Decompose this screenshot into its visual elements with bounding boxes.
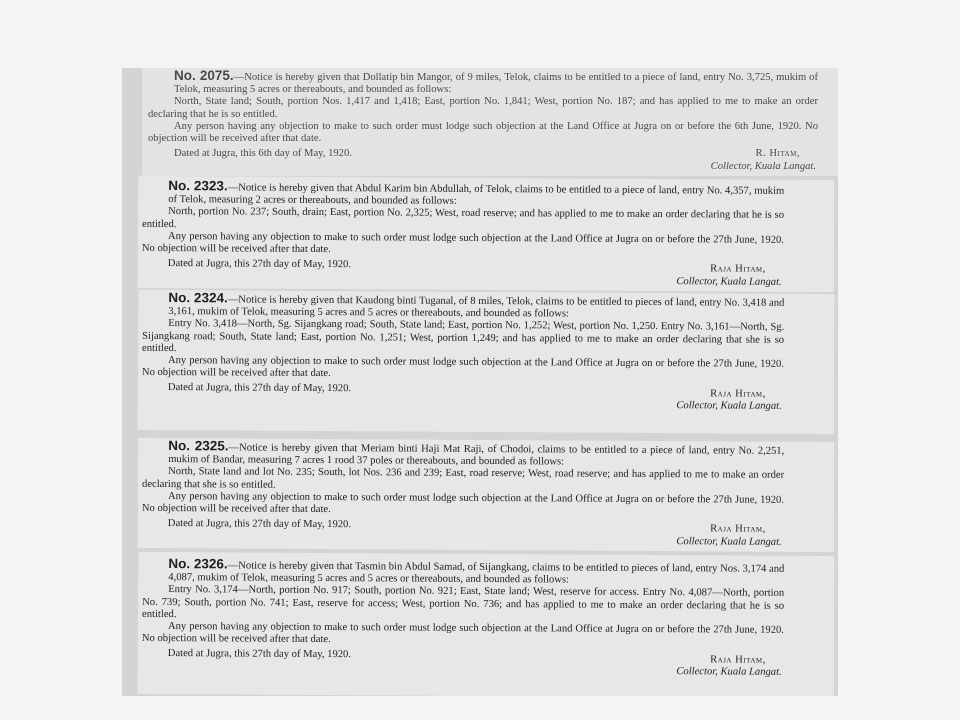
notice-signatory: Raja Hitam, xyxy=(710,523,766,536)
notice-objection: Any person having any objection to make to such order must lodge such objection at the Land Office at Jugra on or before the 27th June, 1920. No objection will be received after that date. xyxy=(141,355,785,380)
notice-boundaries: Entry No. 3,174—North, portion No. 917; South, portion No. 921; East, State land; West, reserve for access. Entry No. 4,087—North, portion No. 739; South, portion No. 741; East, reserve for access; West, portion No. 736; and has applied to me to make an order declaring that he is so entitled. xyxy=(142,584,785,620)
notice-dated: Dated at Jugra, this 6th day of May, 1920. xyxy=(174,148,352,160)
notice-signatory: R. Hitam, xyxy=(755,148,800,160)
notice-boundaries: North, portion No. 237; South, drain; East, portion No. 2,325; West, road reserve; and has applied to me to make an order declaring that he is so entitled. xyxy=(142,206,785,230)
notice-lead: No. 2324.—Notice is hereby given that Kaudong binti Tuganal, of 8 miles, Telok, claims to be entitled to pieces of land, entry No. 3,418 and 3,161, mukim of Telok, measuring 5 acres and 5 acres or thereabouts, and bounded as follows: xyxy=(168,290,785,320)
notice-boundaries: Entry No. 3,418—North, Sg. Sijangkang road; South, State land; East, portion No. 1,252; West, portion No. 1,250. Entry No. 3,161—North, Sg. Sijangkang road; South, State land; East, portion No. 1,251; West, portion 1,249; and has applied to me to make an order declaring that she is so entitled. xyxy=(142,318,785,354)
notice-lead: No. 2326.—Notice is hereby given that Tasmin bin Abdul Samad, of Sijangkang, claims to be entitled to pieces of land, entry Nos. 3,174 and 4,087, mukim of Telok, measuring 5 acres and 5 acres or thereabouts, and bounded as follows: xyxy=(168,556,785,586)
notice-dated: Dated at Jugra, this 27th day of May, 1920. xyxy=(167,648,352,661)
notice-office: Collector, Kuala Langat. xyxy=(676,535,782,548)
notice-boundaries: North, State land and lot No. 235; South, lot Nos. 236 and 239; East, road reserve; West, road reserve; and has applied to me to make an order declaring that she is so entitled. xyxy=(142,466,785,491)
notice-dated: Dated at Jugra, this 27th day of May, 1920. xyxy=(167,258,352,271)
notice-2326 xyxy=(138,552,835,696)
notice-number: No. 2075. xyxy=(174,68,234,83)
notice-office: Collector, Kuala Langat. xyxy=(676,275,782,288)
notice-objection: Any person having any objection to make to such order must lodge such objection at the Land Office at Jugra on or before the 27th June, 1920. No objection will be received after that date. xyxy=(141,230,785,256)
notice-objection: Any person having any objection to make to such order must lodge such objection at the Land Office at Jugra on or before the 6th June, 1920. No objection will be received after that date. xyxy=(148,120,818,145)
notice-lead: No. 2325.—Notice is hereby given that Meriam binti Haji Mat Raji, of Chodoi, claims to be entitled to a piece of land, entry No. 2,251, mukim of Bandar, measuring 7 acres 1 rood 37 poles or thereabouts, and bounded as follows: xyxy=(168,438,785,468)
notice-2325 xyxy=(138,438,835,552)
notice-number: No. 2323. xyxy=(168,178,228,194)
notice-number: No. 2324. xyxy=(168,290,228,306)
notice-dated: Dated at Jugra, this 27th day of May, 1920. xyxy=(167,518,352,531)
notice-2324 xyxy=(138,290,835,434)
notice-office: Collector, Kuala Langat. xyxy=(710,160,816,172)
notice-2323 xyxy=(138,176,835,292)
notice-office: Collector, Kuala Langat. xyxy=(676,399,782,412)
notice-office: Collector, Kuala Langat. xyxy=(676,665,782,678)
notice-signatory: Raja Hitam, xyxy=(710,263,766,276)
notice-lead: No. 2075.—Notice is hereby given that Dollatip bin Mangor, of 9 miles, Telok, claims to be entitled to a piece of land, entry No. 3,725, mukim of Telok, measuring 5 acres or thereabouts, and bounded as follows: xyxy=(174,68,819,96)
notice-signatory: Raja Hitam, xyxy=(710,387,766,400)
notice-number: No. 2325. xyxy=(168,438,229,454)
notice-number: No. 2326. xyxy=(168,556,228,572)
notice-dated: Dated at Jugra, this 27th day of May, 1920. xyxy=(167,382,352,395)
notice-2075 xyxy=(142,68,838,176)
notice-lead: No. 2323.—Notice is hereby given that Abdul Karim bin Abdullah, of Telok, claims to be entitled to a piece of land, entry No. 4,357, mukim of Telok, measuring 2 acres or thereabouts, and bounded as follows: xyxy=(168,178,785,208)
scanned-gazette-page xyxy=(122,68,838,696)
notice-boundaries: North, State land; South, portion Nos. 1,417 and 1,418; East, portion No. 1,841; West, portion No. 187; and has applied to me to make an order declaring that he is so entitled. xyxy=(148,96,818,120)
notice-objection: Any person having any objection to make to such order must lodge such objection at the Land Office at Jugra on or before the 27th June, 1920. No objection will be received after that date. xyxy=(141,490,785,516)
notice-signatory: Raja Hitam, xyxy=(710,653,766,666)
notice-objection: Any person having any objection to make to such order must lodge such objection at the Land Office at Jugra on or before the 27th June, 1920. No objection will be received after that date. xyxy=(141,621,785,646)
